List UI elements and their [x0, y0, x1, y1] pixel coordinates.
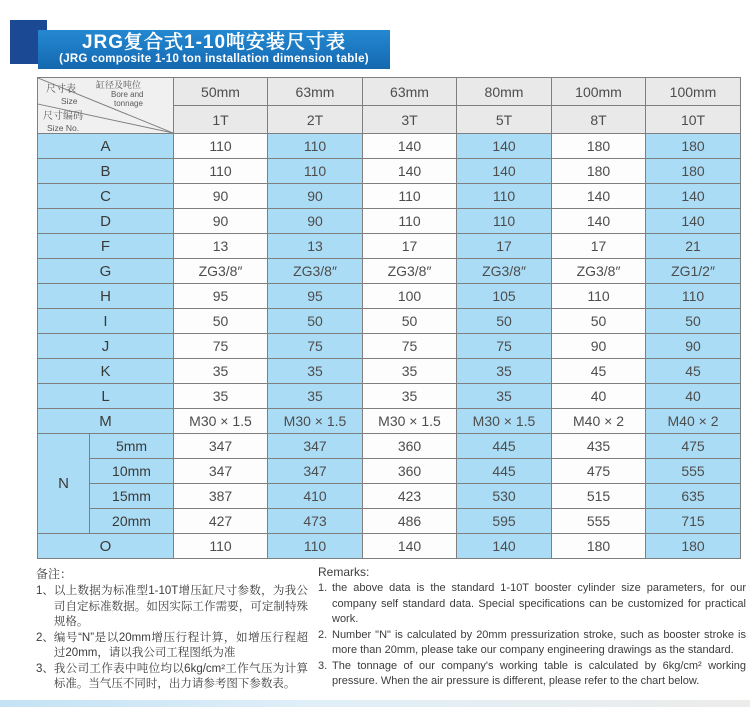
- table-cell: 35: [363, 359, 457, 384]
- table-cell: 90: [174, 209, 268, 234]
- table-row: [38, 384, 741, 409]
- table-cell: 445: [457, 434, 552, 459]
- table-cell: 347: [174, 459, 268, 484]
- table-row: [38, 259, 741, 284]
- table-cell: 95: [174, 284, 268, 309]
- table-cell: 140: [457, 159, 552, 184]
- remark-text: 我公司工作表中吨位均以6kg/cm²工作气压为计算标准。当气压不同时，出力请参考图下参数表。: [53, 662, 308, 690]
- table-cell: 90: [552, 334, 646, 359]
- page-title: JRG复合式1-10吨安装尺寸表: [81, 32, 347, 53]
- table-cell: 347: [174, 434, 268, 459]
- table-row: [38, 434, 741, 459]
- row-label: L: [38, 384, 174, 409]
- table-row: [38, 209, 741, 234]
- title-banner: [38, 30, 390, 69]
- remark-item: [318, 581, 746, 628]
- page-subtitle: (JRG composite 1-10 ton installation dimension table): [59, 53, 369, 65]
- table-cell: 50: [268, 309, 363, 334]
- remark-item: [318, 628, 746, 659]
- table-cell: 105: [457, 284, 552, 309]
- table-cell: 140: [363, 134, 457, 159]
- row-label: D: [38, 209, 174, 234]
- table-cell: 40: [646, 384, 741, 409]
- table-cell: 140: [646, 209, 741, 234]
- table-cell: 35: [174, 359, 268, 384]
- remarks-cn-heading: 备注：: [36, 567, 73, 581]
- table-cell: 35: [268, 384, 363, 409]
- table-cell: 423: [363, 484, 457, 509]
- row-label: A: [38, 134, 174, 159]
- table-cell: 35: [363, 384, 457, 409]
- table-cell: 50: [363, 309, 457, 334]
- table-cell: 75: [363, 334, 457, 359]
- table-cell: ZG3/8″: [268, 259, 363, 284]
- table-cell: 180: [552, 534, 646, 559]
- row-label: C: [38, 184, 174, 209]
- table-cell: 715: [646, 509, 741, 534]
- bore-header-cell: 63mm: [268, 78, 363, 106]
- remarks-en-heading: Remarks:: [318, 565, 370, 579]
- table-cell: M40 × 2: [552, 409, 646, 434]
- tonnage-header-cell: 8T: [552, 106, 646, 134]
- table-cell: 486: [363, 509, 457, 534]
- tonnage-header-cell: 2T: [268, 106, 363, 134]
- table-cell: 110: [174, 159, 268, 184]
- table-cell: 110: [268, 134, 363, 159]
- remark-item: [318, 659, 746, 690]
- table-cell: 110: [646, 284, 741, 309]
- corner-bore-en2: tonnage: [114, 99, 143, 108]
- table-cell: 110: [363, 209, 457, 234]
- corner-size-cn: 尺寸表: [46, 84, 76, 95]
- table-cell: 90: [646, 334, 741, 359]
- table-cell: 360: [363, 459, 457, 484]
- table-cell: 475: [646, 434, 741, 459]
- table-cell: 90: [174, 184, 268, 209]
- table-cell: 110: [174, 134, 268, 159]
- table-cell: 13: [174, 234, 268, 259]
- table-cell: 35: [268, 359, 363, 384]
- dimension-table-area: [37, 77, 741, 559]
- table-cell: 90: [268, 184, 363, 209]
- table-cell: 555: [646, 459, 741, 484]
- table-cell: 475: [552, 459, 646, 484]
- table-cell: M30 × 1.5: [457, 409, 552, 434]
- row-sub-label: 5mm: [90, 434, 174, 459]
- table-cell: 180: [646, 159, 741, 184]
- bottom-edge-strip: [0, 700, 750, 707]
- row-label: H: [38, 284, 174, 309]
- row-sub-label: 20mm: [90, 509, 174, 534]
- table-cell: 360: [363, 434, 457, 459]
- row-label: O: [38, 534, 174, 559]
- row-label: F: [38, 234, 174, 259]
- table-cell: 17: [552, 234, 646, 259]
- table-row: [38, 134, 741, 159]
- table-cell: 180: [646, 134, 741, 159]
- table-row: [38, 534, 741, 559]
- row-sub-label: 10mm: [90, 459, 174, 484]
- table-cell: 17: [457, 234, 552, 259]
- tonnage-header-cell: 3T: [363, 106, 457, 134]
- table-cell: 473: [268, 509, 363, 534]
- remark-item: [36, 631, 308, 662]
- remark-number: 2、: [36, 631, 54, 644]
- table-cell: 75: [174, 334, 268, 359]
- row-label: K: [38, 359, 174, 384]
- table-cell: 595: [457, 509, 552, 534]
- table-cell: 21: [646, 234, 741, 259]
- diagonal-header-cell: [38, 78, 174, 134]
- table-row: [38, 334, 741, 359]
- table-cell: 110: [552, 284, 646, 309]
- table-cell: 50: [552, 309, 646, 334]
- table-cell: 45: [646, 359, 741, 384]
- remark-text: Number "N" is calculated by 20mm pressurization stroke, such as booster stroke is more than 20mm, please take our company engineering drawings as the standard.: [332, 628, 746, 656]
- table-cell: 50: [457, 309, 552, 334]
- bore-header-cell: 80mm: [457, 78, 552, 106]
- bore-header-cell: 50mm: [174, 78, 268, 106]
- remarks-en-list: [318, 581, 746, 690]
- table-cell: ZG3/8″: [552, 259, 646, 284]
- table-cell: 35: [457, 384, 552, 409]
- table-cell: 110: [457, 184, 552, 209]
- table-cell: 140: [646, 184, 741, 209]
- table-cell: 140: [457, 134, 552, 159]
- row-label: M: [38, 409, 174, 434]
- table-cell: 635: [646, 484, 741, 509]
- row-sub-label: 15mm: [90, 484, 174, 509]
- row-label: J: [38, 334, 174, 359]
- remark-text: the above data is the standard 1-10T booster cylinder size parameters, for our company self standard data. Special specifications can be customized for practical work.: [332, 582, 746, 625]
- bore-header-cell: 63mm: [363, 78, 457, 106]
- table-row: [38, 234, 741, 259]
- table-cell: 180: [646, 534, 741, 559]
- table-cell: 140: [552, 209, 646, 234]
- table-cell: 435: [552, 434, 646, 459]
- table-row: [38, 159, 741, 184]
- table-cell: 90: [268, 209, 363, 234]
- table-cell: 95: [268, 284, 363, 309]
- table-cell: M40 × 2: [646, 409, 741, 434]
- remark-number: 2.: [318, 628, 328, 641]
- remark-text: The tonnage of our company's working table is calculated by 6kg/cm² working pressure. When the air pressure is different, please refer to the chart below.: [332, 659, 746, 687]
- table-cell: 445: [457, 459, 552, 484]
- table-cell: 17: [363, 234, 457, 259]
- corner-size-en: Size: [61, 96, 78, 106]
- remarks-english: [318, 565, 746, 693]
- table-cell: 140: [363, 159, 457, 184]
- table-cell: M30 × 1.5: [363, 409, 457, 434]
- table-cell: 110: [268, 534, 363, 559]
- remark-number: 3.: [318, 659, 328, 672]
- table-cell: 555: [552, 509, 646, 534]
- table-cell: 410: [268, 484, 363, 509]
- tonnage-header-cell: 1T: [174, 106, 268, 134]
- table-row: [38, 359, 741, 384]
- remarks-chinese: [36, 565, 308, 693]
- table-cell: 140: [363, 534, 457, 559]
- remark-number: 1.: [318, 582, 328, 594]
- table-cell: 100: [363, 284, 457, 309]
- table-row: [38, 284, 741, 309]
- table-cell: 40: [552, 384, 646, 409]
- table-cell: 110: [174, 534, 268, 559]
- table-cell: 35: [457, 359, 552, 384]
- table-cell: 50: [174, 309, 268, 334]
- table-cell: ZG1/2″: [646, 259, 741, 284]
- table-cell: 140: [552, 184, 646, 209]
- table-row: [38, 459, 741, 484]
- table-cell: ZG3/8″: [457, 259, 552, 284]
- table-cell: M30 × 1.5: [174, 409, 268, 434]
- table-cell: 515: [552, 484, 646, 509]
- table-cell: 110: [457, 209, 552, 234]
- table-cell: 45: [552, 359, 646, 384]
- table-row: [38, 184, 741, 209]
- dimension-table: [37, 77, 741, 559]
- table-cell: ZG3/8″: [363, 259, 457, 284]
- remark-item: [36, 662, 308, 693]
- table-cell: 180: [552, 159, 646, 184]
- table-cell: 75: [268, 334, 363, 359]
- table-cell: 180: [552, 134, 646, 159]
- row-label: B: [38, 159, 174, 184]
- table-cell: 110: [268, 159, 363, 184]
- remark-text: 以上数据为标准型1-10T增压缸尺寸参数，为我公司自定标准数据。如因实际工作需要，可定制特殊规格。: [53, 585, 308, 628]
- corner-bore-en1: Bore and: [111, 90, 144, 99]
- tonnage-header-cell: 10T: [646, 106, 741, 134]
- table-cell: 347: [268, 434, 363, 459]
- tonnage-header-cell: 5T: [457, 106, 552, 134]
- table-cell: 75: [457, 334, 552, 359]
- bore-header-cell: 100mm: [552, 78, 646, 106]
- remark-number: 3、: [36, 662, 54, 675]
- remark-text: 编号“N”是以20mm增压行程计算，如增压行程超过20mm，请以我公司工程图纸为准: [53, 631, 308, 659]
- remarks-cn-list: [36, 584, 308, 693]
- remarks-section: [36, 565, 746, 693]
- table-row: [38, 484, 741, 509]
- row-label: I: [38, 309, 174, 334]
- table-cell: ZG3/8″: [174, 259, 268, 284]
- corner-no-cn: 尺寸编码: [43, 111, 83, 122]
- table-row: [38, 509, 741, 534]
- remark-item: [36, 584, 308, 631]
- table-cell: 347: [268, 459, 363, 484]
- table-cell: 140: [457, 534, 552, 559]
- corner-bore-cn: 缸径及吨位: [96, 80, 142, 90]
- table-cell: 50: [646, 309, 741, 334]
- table-cell: 110: [363, 184, 457, 209]
- bore-header-cell: 100mm: [646, 78, 741, 106]
- table-cell: M30 × 1.5: [268, 409, 363, 434]
- table-cell: 427: [174, 509, 268, 534]
- table-cell: 13: [268, 234, 363, 259]
- table-row: [38, 409, 741, 434]
- table-cell: 35: [174, 384, 268, 409]
- table-row: [38, 309, 741, 334]
- remark-number: 1、: [36, 585, 54, 597]
- table-cell: 387: [174, 484, 268, 509]
- row-group-label: N: [38, 434, 90, 534]
- row-label: G: [38, 259, 174, 284]
- corner-no-en: Size No.: [47, 123, 80, 133]
- table-cell: 530: [457, 484, 552, 509]
